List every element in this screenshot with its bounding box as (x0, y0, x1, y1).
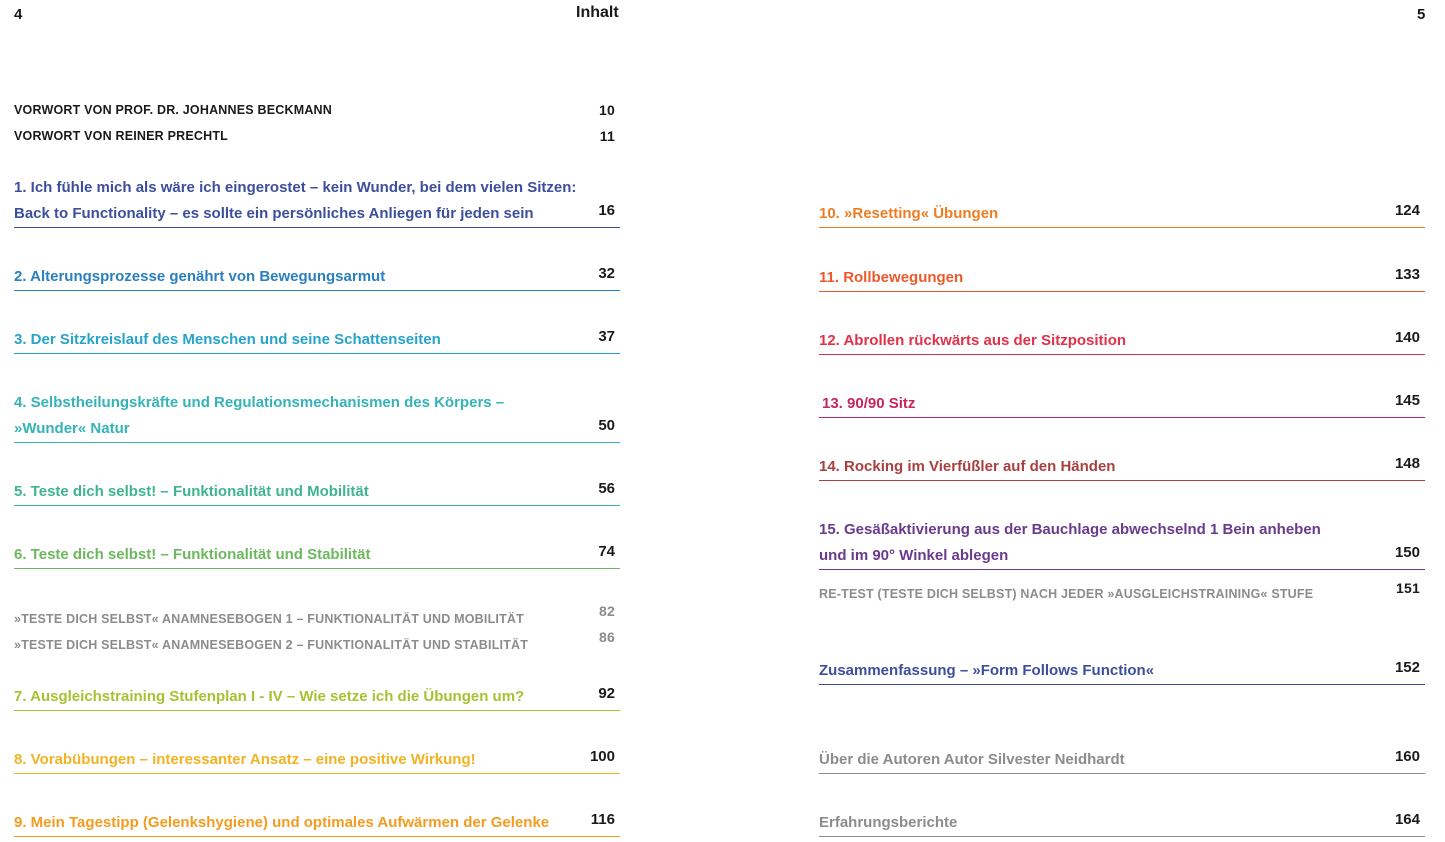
toc-entry-title-line: 14. Rocking im Vierfüßler auf den Händen (819, 458, 1116, 475)
toc-entry-questionnaire-2[interactable] (14, 629, 620, 658)
toc-entry-title-line: 4. Selbstheilungskräfte und Regulationsmechanismen des Körpers – (14, 394, 505, 411)
toc-entry-page: 145 (1394, 392, 1420, 409)
toc-entry-chapter-11[interactable] (819, 265, 1425, 292)
toc-entry-title-line: 15. Gesäßaktivierung aus der Bauchlage abwechselnd 1 Bein anheben (819, 521, 1321, 538)
left-page-number: 4 (14, 6, 23, 23)
toc-entry-page: 82 (599, 603, 615, 619)
toc-entry-page: 100 (589, 748, 615, 765)
toc-entry-page: 11 (599, 128, 615, 144)
toc-entry-page: 116 (590, 811, 615, 828)
toc-entry-chapter-2[interactable] (14, 264, 620, 291)
toc-entry-title-line: Zusammenfassung – »Form Follows Function« (819, 662, 1155, 679)
toc-entry-page: 92 (598, 685, 615, 702)
toc-entry-title-line: 6. Teste dich selbst! – Funktionalität und Stabilität (14, 546, 371, 563)
toc-entry-authors[interactable] (819, 747, 1425, 774)
toc-entry-chapter-14[interactable] (819, 454, 1425, 481)
toc-entry-reports[interactable] (819, 810, 1425, 837)
toc-entry-title-line: 2. Alterungsprozesse genährt von Bewegungsarmut (14, 268, 386, 285)
toc-entry-title-line: 5. Teste dich selbst! – Funktionalität und Mobilität (14, 483, 369, 500)
toc-entry-title-line: 13. 90/90 Sitz (822, 395, 916, 412)
toc-entry-title-line: 12. Abrollen rückwärts aus der Sitzposition (819, 332, 1127, 349)
toc-entry-title-line: Back to Functionality – es sollte ein persönliches Anliegen für jeden sein (14, 205, 534, 222)
toc-entry-chapter-5[interactable] (14, 479, 620, 506)
toc-entry-title-line: 7. Ausgleichstraining Stufenplan I - IV – Wie setze ich die Übungen um? (14, 688, 525, 705)
toc-entry-chapter-13[interactable] (819, 391, 1425, 418)
toc-entry-page: 10 (599, 102, 615, 118)
toc-entry-page: 16 (598, 202, 615, 219)
toc-entry-chapter-1[interactable] (14, 175, 620, 228)
toc-entry-chapter-4[interactable] (14, 390, 620, 443)
toc-entry-title-line: 1. Ich fühle mich als wäre ich eingerostet – kein Wunder, bei dem vielen Sitzen: (14, 179, 577, 196)
toc-entry-title-line: 9. Mein Tagestipp (Gelenkshygiene) und optimales Aufwärmen der Gelenke (14, 814, 550, 831)
toc-entry-page: 160 (1394, 748, 1420, 765)
toc-entry-page: 152 (1394, 659, 1420, 676)
toc-entry-chapter-12[interactable] (819, 328, 1425, 355)
page-title: Inhalt (576, 4, 619, 21)
toc-entry-page: 50 (598, 417, 615, 434)
toc-entry-chapter-3[interactable] (14, 327, 620, 354)
toc-entry-title: »TESTE DICH SELBST« ANAMNESEBOGEN 1 – FUNKTIONALITÄT UND MOBILITÄT (14, 612, 524, 626)
toc-entry-title: RE-TEST (TESTE DICH SELBST) NACH JEDER »AUSGLEICHSTRAINING« STUFE (819, 587, 1314, 601)
toc-entry-title: VORWORT VON REINER PRECHTL (14, 129, 229, 143)
toc-entry-title-line: »Wunder« Natur (14, 420, 130, 437)
toc-entry-chapter-8[interactable] (14, 747, 620, 774)
toc-entry-page: 151 (1396, 580, 1420, 596)
toc-entry-chapter-15[interactable] (819, 517, 1425, 570)
toc-entry-title-line: und im 90° Winkel ablegen (819, 547, 1009, 564)
toc-entry-chapter-10[interactable] (819, 201, 1425, 228)
toc-entry-title: VORWORT VON PROF. DR. JOHANNES BECKMANN (14, 103, 333, 117)
toc-entry-page: 86 (599, 629, 615, 645)
toc-entry-title-line: 10. »Resetting« Übungen (819, 205, 999, 222)
toc-entry-page: 133 (1394, 266, 1420, 283)
toc-entry-preface-beckmann[interactable] (14, 97, 620, 123)
toc-entry-page: 164 (1394, 811, 1420, 828)
toc-entry-chapter-7[interactable] (14, 684, 620, 711)
toc-entry-chapter-9[interactable] (14, 810, 620, 837)
toc-entry-page: 56 (598, 480, 615, 497)
toc-entry-questionnaire-1[interactable] (14, 603, 620, 632)
toc-entry-chapter-6[interactable] (14, 542, 620, 569)
toc-entry-preface-prechtl[interactable] (14, 123, 620, 149)
toc-entry-page: 148 (1394, 455, 1420, 472)
toc-entry-page: 124 (1394, 202, 1420, 219)
toc-entry-title-line: Über die Autoren Autor Silvester Neidhardt (819, 751, 1125, 768)
toc-entry-title-line: 3. Der Sitzkreislauf des Menschen und seine Schattenseiten (14, 331, 441, 348)
toc-entry-title-line: Erfahrungsberichte (819, 814, 958, 831)
toc-entry-page: 32 (598, 265, 615, 282)
toc-entry-page: 150 (1394, 544, 1420, 561)
toc-entry-page: 74 (598, 543, 615, 560)
toc-entry-page: 140 (1394, 329, 1420, 346)
right-page-number: 5 (1417, 6, 1426, 23)
toc-entry-page: 37 (598, 328, 615, 345)
toc-entry-summary[interactable] (819, 658, 1425, 685)
toc-entry-title-line: 11. Rollbewegungen (819, 269, 964, 286)
toc-entry-title: »TESTE DICH SELBST« ANAMNESEBOGEN 2 – FUNKTIONALITÄT UND STABILITÄT (14, 638, 529, 652)
toc-entry-retest[interactable] (819, 581, 1425, 607)
toc-entry-title-line: 8. Vorabübungen – interessanter Ansatz – eine positive Wirkung! (14, 751, 476, 768)
